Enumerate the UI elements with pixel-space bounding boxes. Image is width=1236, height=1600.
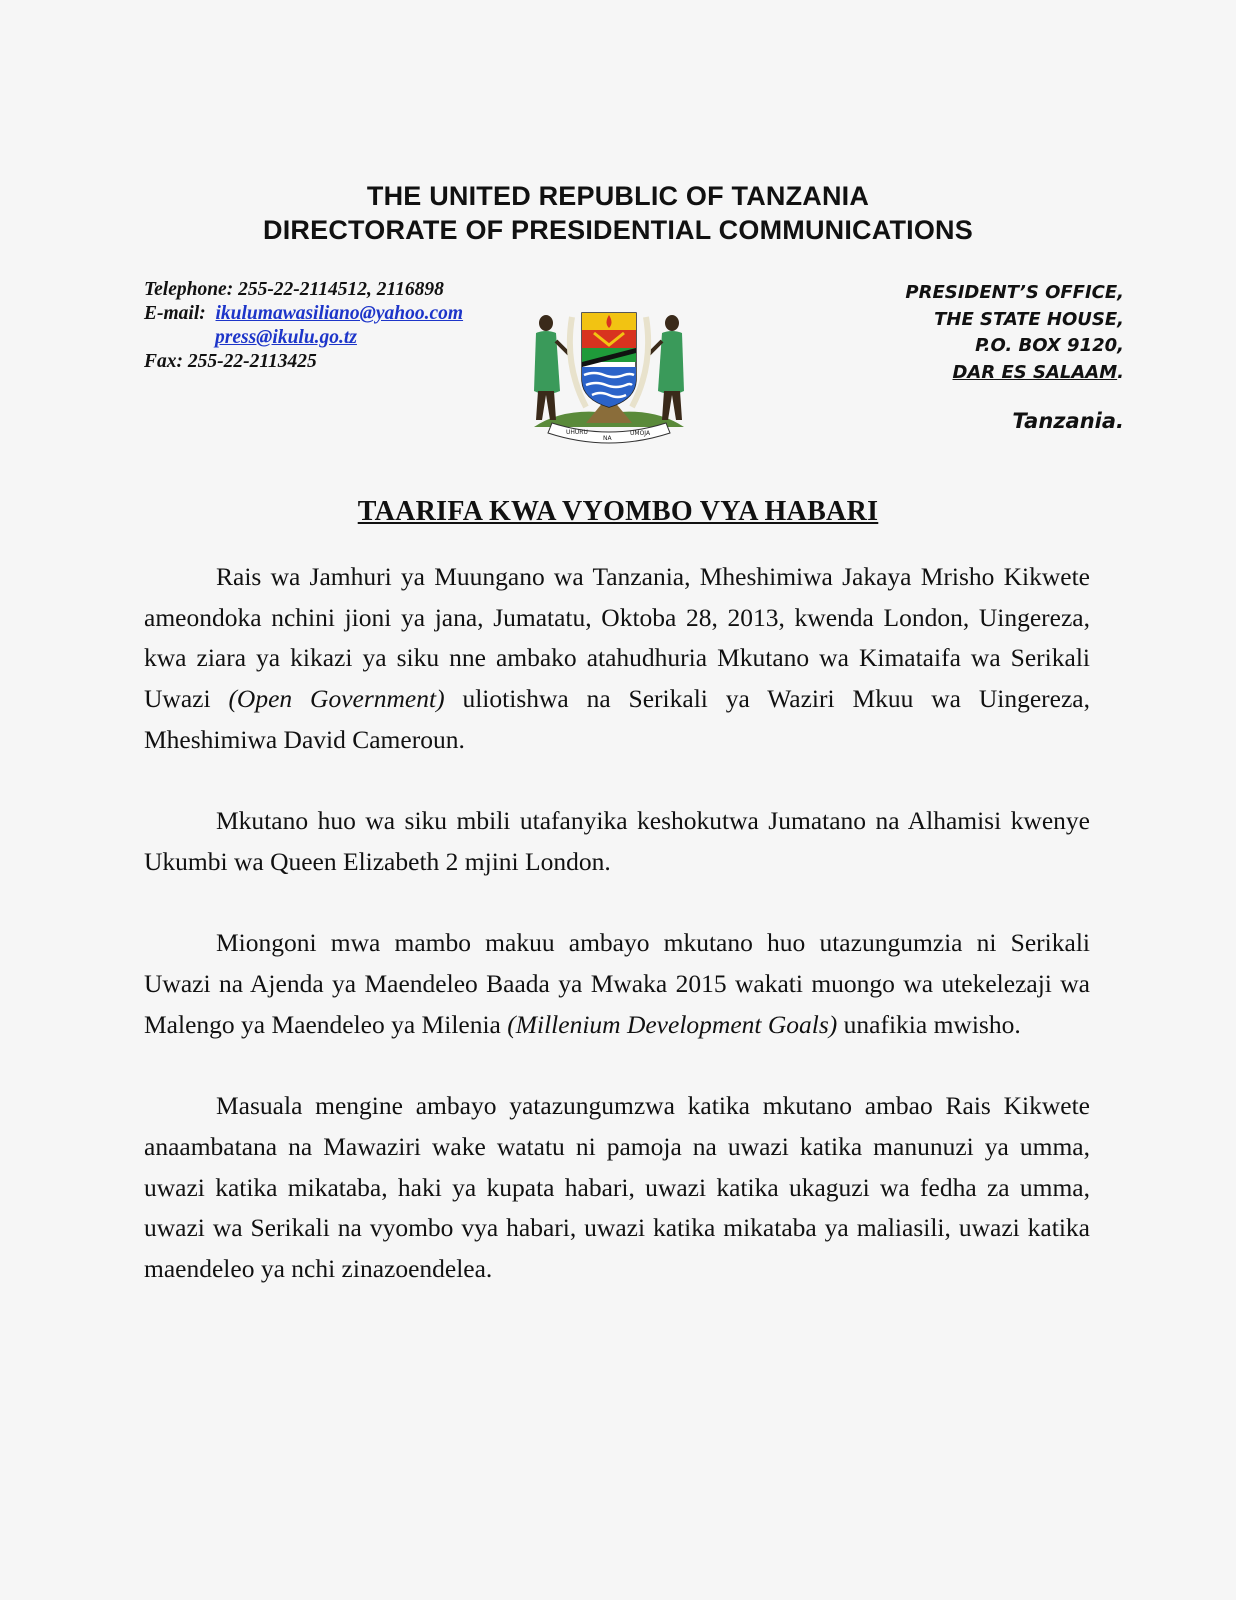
address-line-1: PRESIDENT’S OFFICE, (905, 282, 1124, 303)
paragraph-1 (144, 557, 1090, 761)
paragraph-1-text-a: Rais wa Jamhuri ya Muungano wa Tanzania, Mheshimiwa Jakaya Mrisho Kikwete ameondoka nchini jioni ya jana, Jumatatu, Oktoba 28, 2013, kwenda London, Uingereza, kwa ziara ya kikazi ya siku nne ambako atahudhuria Mkutano wa Kimataifa wa Serikali Uwazi (144, 562, 1090, 714)
motto-center: NA (603, 435, 612, 442)
email-line-2 (144, 326, 463, 350)
paragraph-3-italic: (Millenium Development Goals) (507, 1009, 838, 1039)
paragraph-4: Masuala mengine ambayo yatazungumzwa katika mkutano ambao Rais Kikwete anaambatana na Mawaziri wake watatu ni pamoja na uwazi katika manunuzi ya umma, uwazi katika mikataba, haki ya kupata habari, uwazi katika ukaguzi wa fedha za umma, uwazi wa Serikali na vyombo vya habari, uwazi katika mikataba ya maliasili, uwazi katika maendeleo ya nchi zinazoendelea. (144, 1091, 1090, 1283)
telephone-line: Telephone: 255-22-2114512, 2116898 (144, 279, 444, 300)
paragraph-3-text-a: Miongoni mwa mambo makuu ambayo mkutano huo utazungumzia ni Serikali Uwazi na Ajenda ya Maendeleo Baada ya Mwaka 2015 wakati muongo wa utekelezaji wa Malengo ya Maendeleo ya Milenia (144, 928, 1090, 1039)
email-link-yahoo[interactable]: ikulumawasiliano@yahoo.com (215, 303, 464, 324)
address-line-3: P.O. BOX 9120, (975, 335, 1124, 356)
paragraph-2: Mkutano huo wa siku mbili utafanyika keshokutwa Jumatano na Alhamisi kwenye Ukumbi wa Queen Elizabeth 2 mjini London. (144, 806, 1090, 876)
address-block (905, 280, 1124, 435)
email-link-ikulu[interactable]: press@ikulu.go.tz (215, 327, 357, 348)
city-period: . (1117, 361, 1124, 383)
document-heading (0, 496, 1236, 528)
paragraph-1-italic: (Open Government) (228, 684, 445, 714)
motto-left: UHURU (566, 429, 588, 436)
fax-line: Fax: 255-22-2113425 (144, 351, 317, 372)
document-heading-text: TAARIFA KWA VYOMBO VYA HABARI (357, 496, 879, 527)
document-body (144, 557, 1090, 1330)
email-label: E-mail: (144, 303, 206, 324)
address-country: Tanzania. (1012, 409, 1124, 433)
city: DAR ES SALAAM (952, 361, 1118, 383)
coat-of-arms-icon (524, 295, 694, 445)
paragraph-3 (144, 923, 1090, 1045)
address-line-4 (905, 360, 1124, 387)
address-line-2: THE STATE HOUSE, (934, 308, 1124, 330)
header-title-country: THE UNITED REPUBLIC OF TANZANIA (366, 181, 870, 211)
header-title-directorate: DIRECTORATE OF PRESIDENTIAL COMMUNICATIONS (263, 215, 973, 245)
motto-right: UMOJA (630, 430, 651, 437)
email-line (144, 302, 463, 326)
paragraph-3-text-b: unafikia mwisho. (837, 1009, 1021, 1039)
contact-block (144, 278, 463, 374)
paragraph-1-text-b: uliotishwa na Serikali ya Waziri Mkuu wa Uingereza, Mheshimiwa David Cameroun. (144, 684, 1090, 754)
